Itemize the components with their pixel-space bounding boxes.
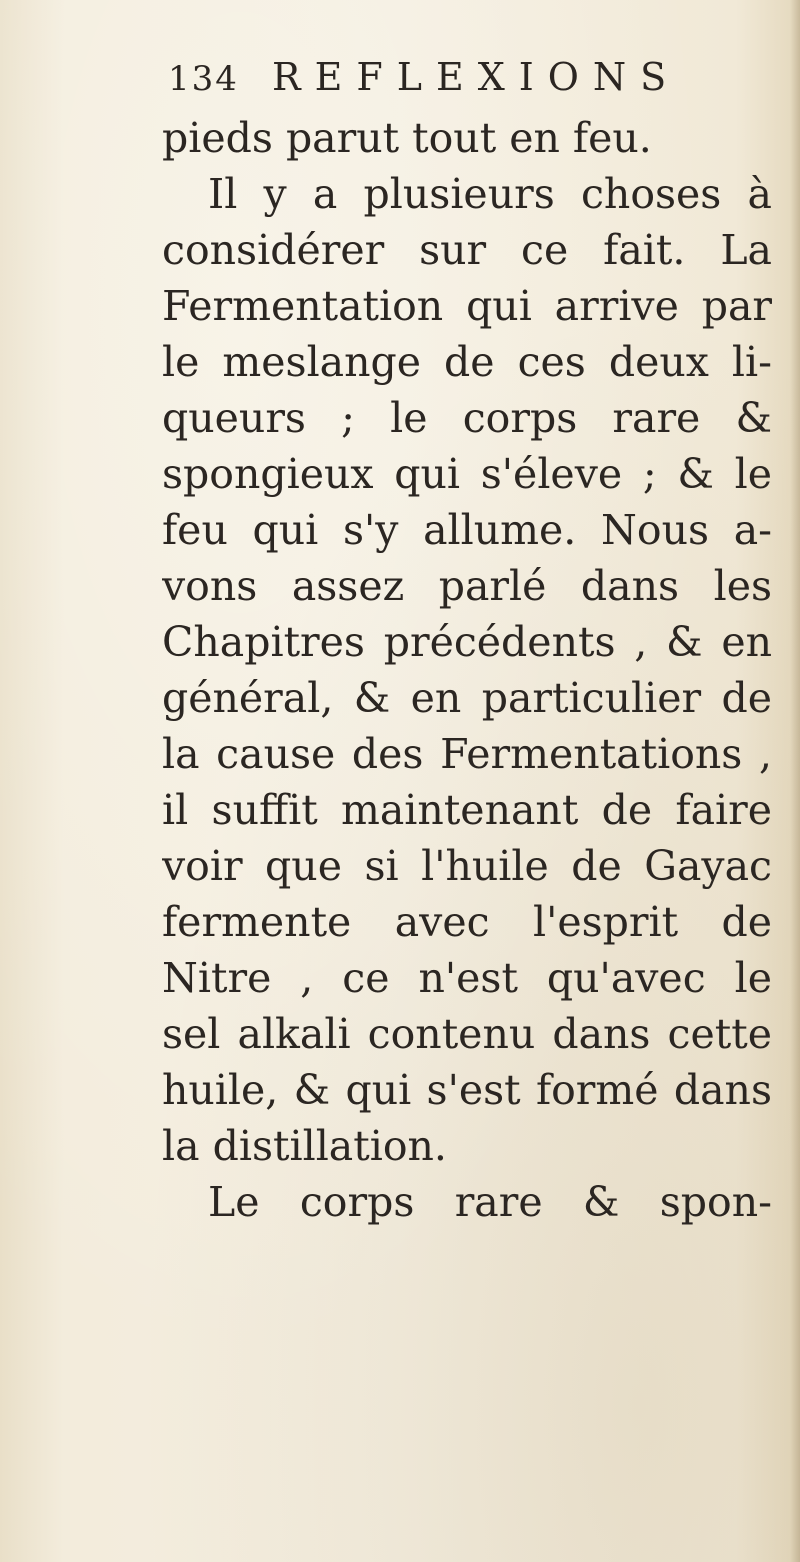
- text-line: le meslange de ces deux li-: [162, 338, 772, 386]
- text-line: fermente avec l'esprit de: [162, 898, 772, 946]
- text-line: spongieux qui s'éleve ; & le: [162, 450, 772, 498]
- text-line: Nitre , ce n'est qu'avec le: [162, 954, 772, 1002]
- text-line: feu qui s'y allume. Nous a-: [162, 506, 772, 554]
- running-head: [168, 52, 680, 102]
- text-line: considérer sur ce fait. La: [162, 226, 772, 274]
- text-line: Le corps rare & spon-: [208, 1178, 772, 1226]
- text-line: Il y a plusieurs choses à: [208, 170, 772, 218]
- text-line: vons assez parlé dans les: [162, 562, 772, 610]
- text-line: pieds parut tout en feu.: [162, 114, 652, 162]
- text-line: sel alkali contenu dans cette: [162, 1010, 772, 1058]
- text-line: la distillation.: [162, 1122, 447, 1170]
- text-line: Fermentation qui arrive par: [162, 282, 772, 330]
- running-head-title: REFLEXIONS: [272, 55, 681, 99]
- text-line: Chapitres précédents , & en: [162, 618, 772, 666]
- page-edge-shadow: [790, 0, 800, 1562]
- text-line: général, & en particulier de: [162, 674, 772, 722]
- page-number: 134: [168, 59, 239, 99]
- text-line: la cause des Fermentations ,: [162, 730, 772, 778]
- text-line: huile, & qui s'est formé dans: [162, 1066, 772, 1114]
- text-line: queurs ; le corps rare &: [162, 394, 772, 442]
- text-line: il suffit maintenant de faire: [162, 786, 772, 834]
- text-line: voir que si l'huile de Gayac: [162, 842, 772, 890]
